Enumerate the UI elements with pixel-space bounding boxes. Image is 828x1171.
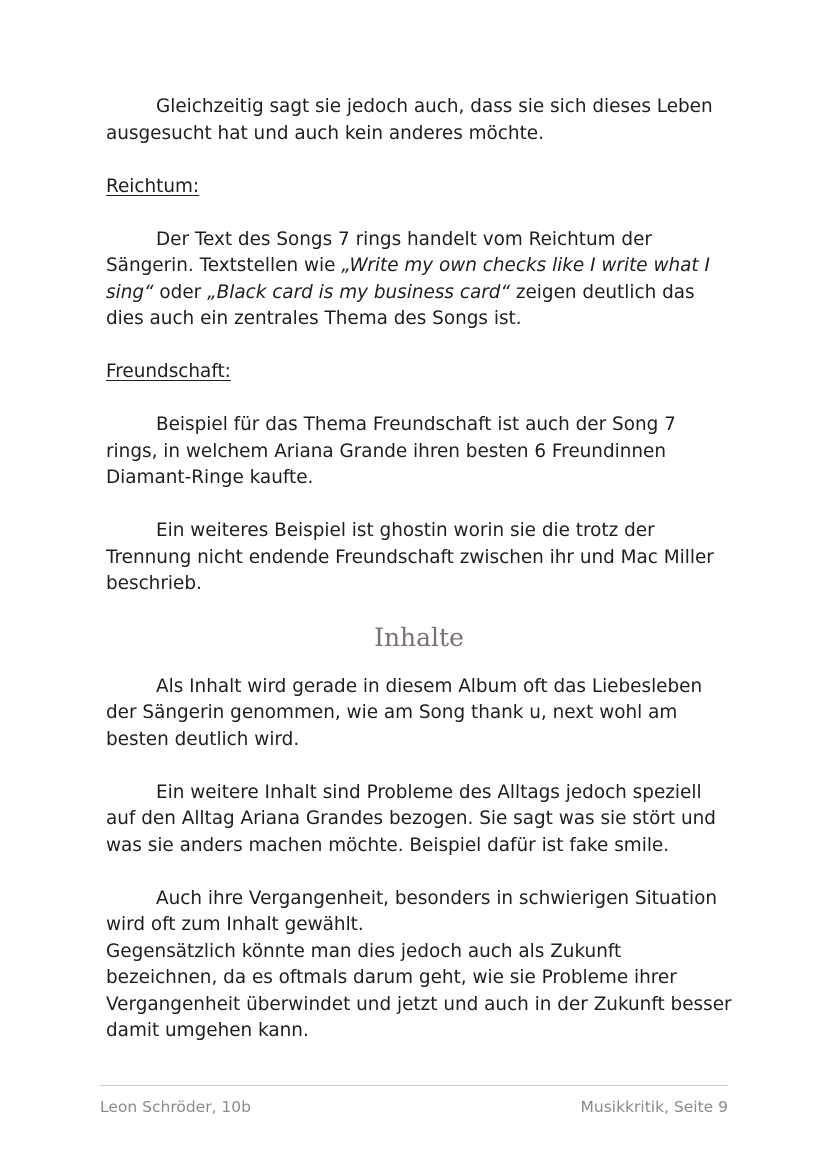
footer-author: Leon Schröder, 10b <box>100 1098 251 1116</box>
reichtum-quote-1: „Write my own checks like I write what I sing“ <box>106 255 710 303</box>
reichtum-paragraph <box>106 227 732 333</box>
inhalte-paragraph-1: Als Inhalt wird gerade in diesem Album oft das Liebesleben der Sängerin genommen, wie am Song thank u, next wohl am besten deutlich wird. <box>106 675 703 750</box>
footer-page-info: Musikkritik, Seite 9 <box>580 1098 728 1116</box>
inhalte-paragraph-2: Ein weitere Inhalt sind Probleme des Alltags jedoch speziell auf den Alltag Ariana Grandes bezogen. Sie sagt was sie stört und was sie anders machen möchte. Beispiel dafür ist fake smile. <box>106 781 716 856</box>
footer-divider <box>100 1085 728 1086</box>
page-content <box>106 94 732 1045</box>
inhalte-paragraph-4: Gegensätzlich könnte man dies jedoch auch als Zukunft bezeichnen, da es oftmals darum geht, wie sie Probleme ihrer Vergangenheit überwindet und jetzt und auch in der Zukunft besser damit umgehen kann. <box>106 940 732 1041</box>
section-heading-reichtum: Reichtum: <box>106 175 200 197</box>
reichtum-text-mid: oder <box>153 281 208 303</box>
inhalte-paragraph-3: Auch ihre Vergangenheit, besonders in schwierigen Situation wird oft zum Inhalt gewählt. <box>106 887 718 935</box>
section-title-inhalte: Inhalte <box>374 622 464 652</box>
reichtum-text-end: zeigen deutlich das dies auch ein zentrales Thema des Songs ist. <box>106 281 695 329</box>
freundschaft-paragraph-2: Ein weiteres Beispiel ist ghostin worin sie die trotz der Trennung nicht endende Freundschaft zwischen ihr und Mac Miller beschrieb. <box>106 520 714 594</box>
reichtum-text-start: Der Text des Songs 7 rings handelt vom Reichtum der Sängerin. Textstellen wie <box>106 228 652 276</box>
section-heading-freundschaft: Freundschaft: <box>106 361 231 382</box>
intro-paragraph: Gleichzeitig sagt sie jedoch auch, dass sie sich dieses Leben ausgesucht hat und auch kein anderes möchte. <box>106 96 713 144</box>
freundschaft-paragraph-1: Beispiel für das Thema Freundschaft ist auch der Song 7 rings, in welchem Ariana Grande ihren besten 6 Freundinnen Diamant-Ringe kaufte. <box>106 414 676 488</box>
reichtum-quote-2: „Black card is my business card“ <box>207 281 510 303</box>
